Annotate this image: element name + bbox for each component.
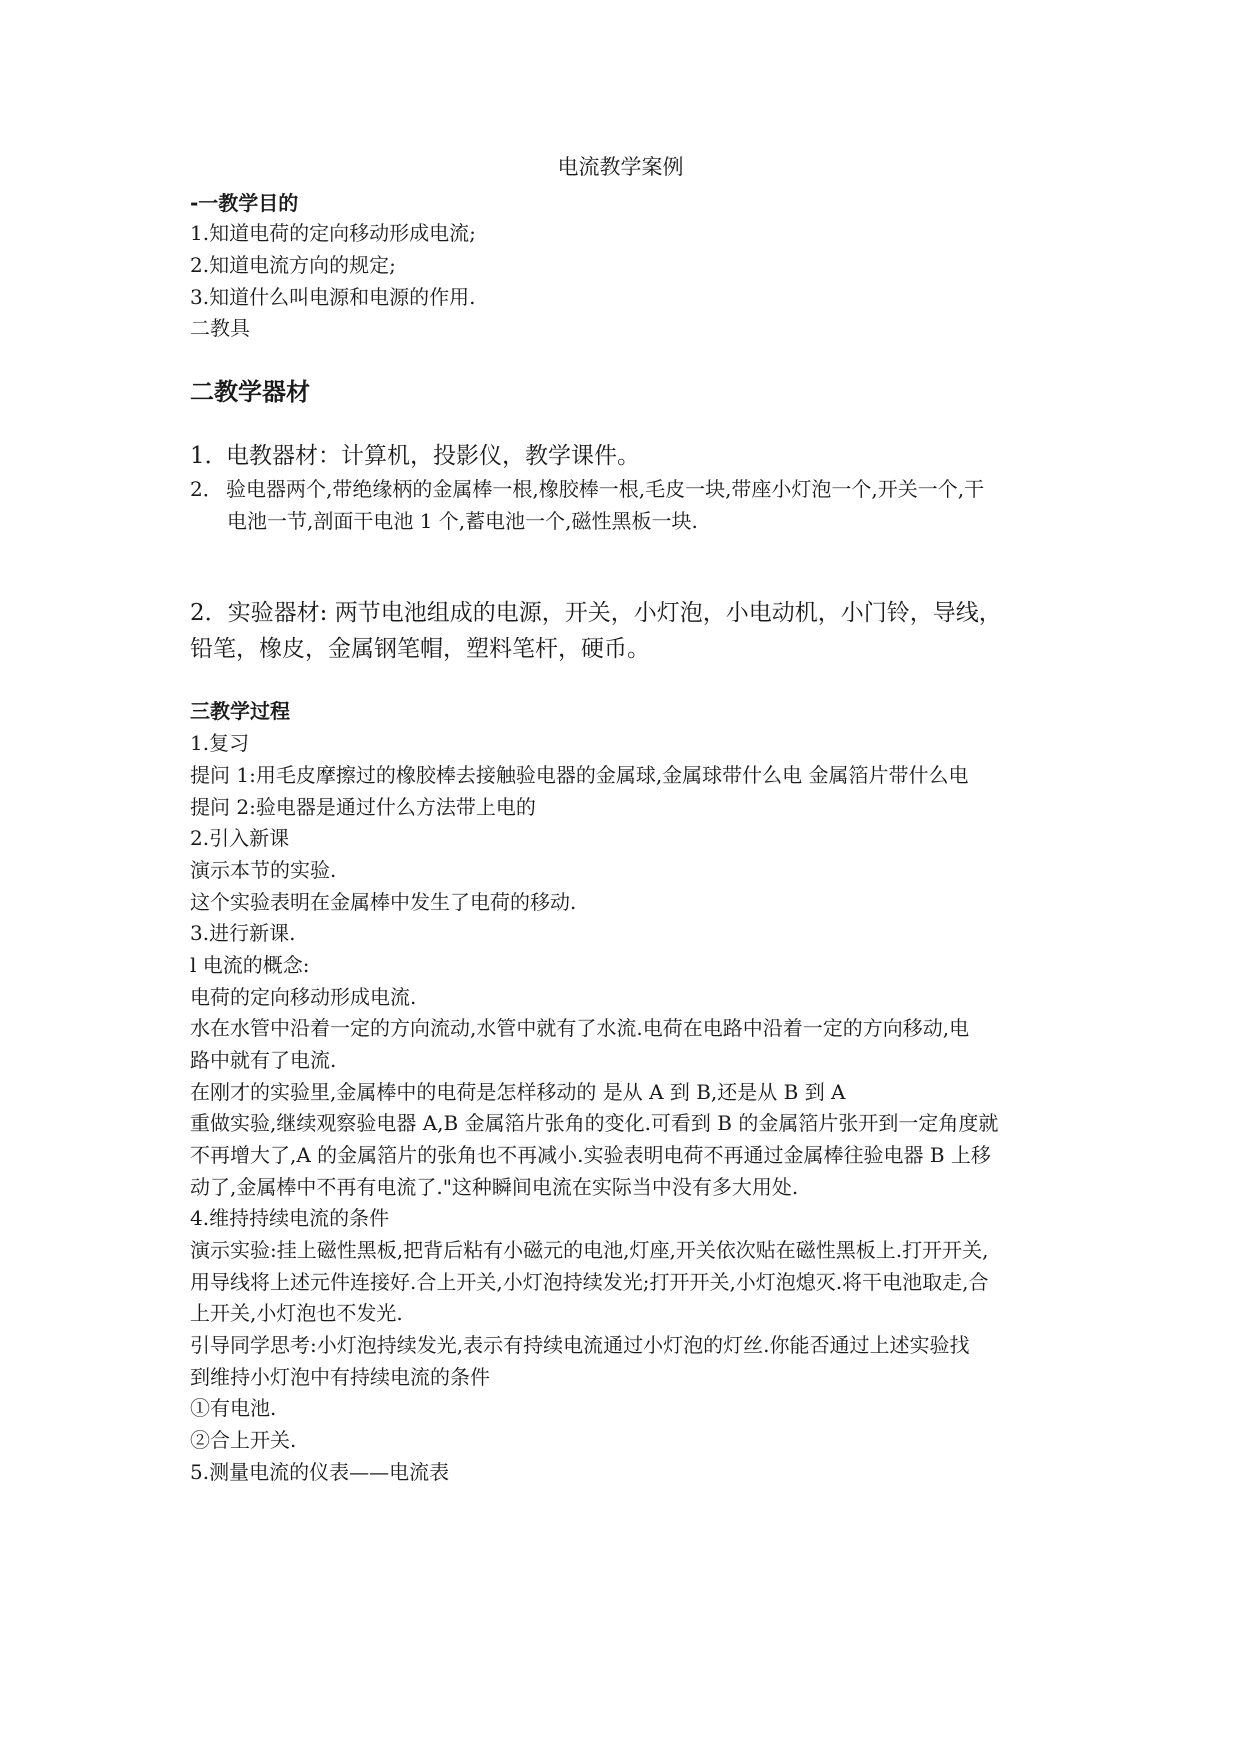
list-text: 电教器材：计算机，投影仪，教学课件。: [226, 443, 640, 469]
process-line: ②合上开关.: [190, 1428, 297, 1452]
equipment-item-2: [190, 474, 984, 504]
process-line: 这个实验表明在金属棒中发生了电荷的移动.: [190, 890, 577, 914]
list-number: 2．: [190, 477, 223, 501]
section-heading-teaching-process: 三教学过程: [190, 699, 290, 723]
process-line: 演示实验:挂上磁性黑板,把背后粘有小磁元的电池,灯座,开关依次贴在磁性黑板上.打开开关,: [190, 1238, 989, 1262]
section-heading-teaching-equipment: 二教学器材: [190, 378, 310, 406]
process-line: l 电流的概念:: [190, 953, 310, 977]
goal-item: 2.知道电流方向的规定;: [190, 253, 396, 277]
experiment-equipment-line: 铅笔，橡皮，金属钢笔帽，塑料笔杆，硬币。: [190, 636, 650, 662]
section-heading-teaching-goals: -一教学目的: [190, 191, 299, 215]
process-line: 在刚才的实验里,金属棒中的电荷是怎样移动的 是从 A 到 B,还是从 B 到 A: [190, 1080, 846, 1104]
process-line: 不再增大了,A 的金属箔片的张角也不再减小.实验表明电荷不再通过金属棒往验电器 B 上移: [190, 1143, 991, 1167]
process-line: 演示本节的实验.: [190, 858, 337, 882]
equipment-item-2-continuation: 电池一节,剖面干电池 1 个,蓄电池一个,磁性黑板一块.: [227, 509, 698, 533]
document-title: 电流教学案例: [557, 155, 684, 179]
process-line: 重做实验,继续观察验电器 A,B 金属箔片张角的变化.可看到 B 的金属箔片张开到一定角度就: [190, 1111, 999, 1135]
experiment-equipment-line: 2．实验器材: 两节电池组成的电源，开关，小灯泡，小电动机，小门铃，导线，: [190, 600, 1002, 626]
process-line: ①有电池.: [190, 1396, 277, 1420]
process-line: 到维持小灯泡中有持续电流的条件: [190, 1365, 490, 1389]
equipment-item-1: [190, 439, 640, 473]
process-line: 上开关,小灯泡也不发光.: [190, 1301, 403, 1325]
goal-item: 3.知道什么叫电源和电源的作用.: [190, 285, 476, 309]
process-line: 5.测量电流的仪表——电流表: [190, 1460, 450, 1484]
process-line: 水在水管中沿着一定的方向流动,水管中就有了水流.电荷在电路中沿着一定的方向移动,电: [190, 1016, 970, 1040]
process-line: 路中就有了电流.: [190, 1048, 337, 1072]
list-number: 1．: [190, 443, 228, 469]
process-line: 用导线将上述元件连接好.合上开关,小灯泡持续发光;打开开关,小灯泡熄灭.将干电池取走,合: [190, 1270, 989, 1294]
process-line: 提问 1:用毛皮摩擦过的橡胶棒去接触验电器的金属球,金属球带什么电 金属箔片带什么电: [190, 763, 969, 787]
process-line: 4.维持持续电流的条件: [190, 1206, 390, 1230]
process-line: 电荷的定向移动形成电流.: [190, 985, 417, 1009]
process-line: 动了,金属棒中不再有电流了."这种瞬间电流在实际当中没有多大用处.: [190, 1175, 799, 1199]
process-line: 1.复习: [190, 731, 250, 755]
process-line: 2.引入新课: [190, 826, 290, 850]
teaching-tools-note: 二教具: [190, 316, 250, 340]
process-line: 引导同学思考:小灯泡持续发光,表示有持续电流通过小灯泡的灯丝.你能否通过上述实验找: [190, 1333, 970, 1357]
goal-item: 1.知道电荷的定向移动形成电流;: [190, 221, 476, 245]
process-line: 提问 2:验电器是通过什么方法带上电的: [190, 795, 536, 819]
list-text: 验电器两个,带绝缘柄的金属棒一根,橡胶棒一根,毛皮一块,带座小灯泡一个,开关一个,干: [226, 477, 985, 501]
process-line: 3.进行新课.: [190, 921, 296, 945]
